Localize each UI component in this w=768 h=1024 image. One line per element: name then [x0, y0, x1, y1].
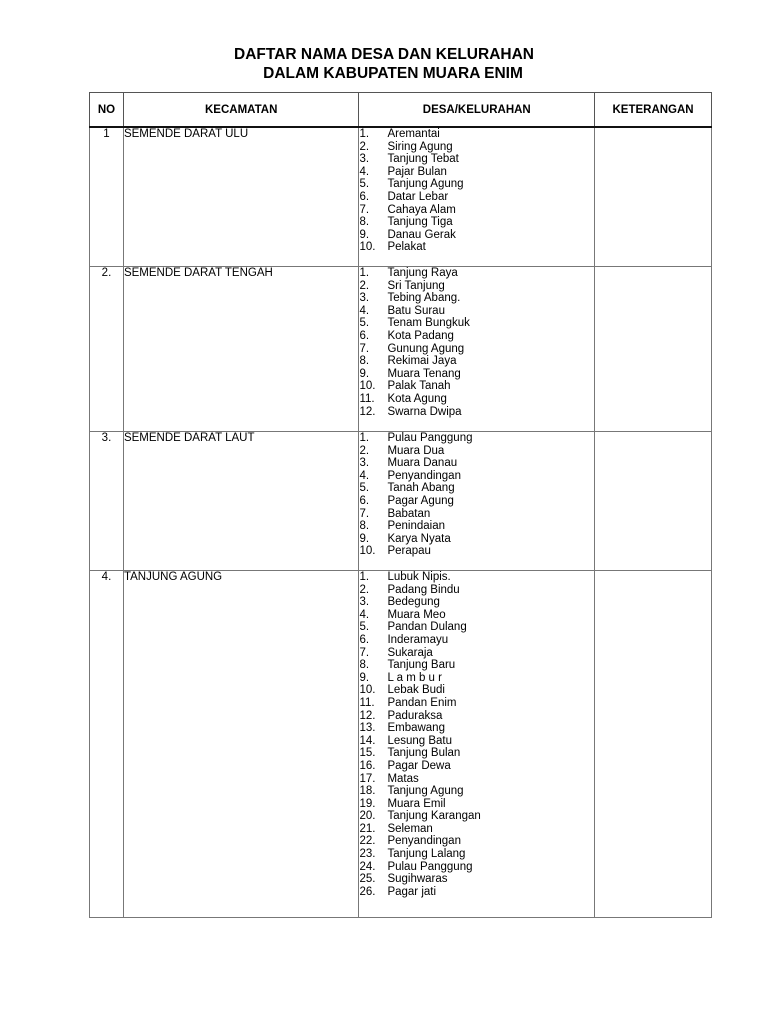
village-name: Pajar Bulan — [387, 165, 447, 178]
list-item — [359, 153, 594, 166]
row-number: 2. — [90, 267, 124, 432]
village-number: 4. — [359, 469, 370, 482]
village-list — [359, 128, 594, 254]
village-name: Pagar jati — [387, 885, 437, 898]
table-row — [90, 432, 712, 571]
village-name: Seleman — [387, 822, 433, 835]
village-name: Siring Agung — [387, 140, 453, 153]
header-desa-kelurahan: DESA/KELURAHAN — [359, 93, 595, 128]
header-no: NO — [90, 93, 124, 128]
list-item — [359, 457, 594, 470]
village-number: 8. — [359, 355, 370, 368]
list-item — [359, 684, 594, 697]
village-number: 7. — [359, 203, 370, 216]
village-name: Pagar Dewa — [387, 759, 451, 772]
keterangan-cell — [595, 127, 712, 267]
village-number: 8. — [359, 216, 370, 229]
list-item — [359, 343, 594, 356]
village-name: Paduraksa — [387, 709, 443, 722]
village-number: 12. — [359, 405, 376, 418]
list-item — [359, 432, 594, 445]
village-name: Lebak Budi — [387, 684, 445, 697]
village-list-cell — [359, 267, 595, 432]
list-item — [359, 596, 594, 609]
village-number: 4. — [359, 304, 370, 317]
village-name: Embawang — [387, 722, 445, 735]
village-number: 7. — [359, 342, 370, 355]
list-item — [359, 760, 594, 773]
list-item — [359, 406, 594, 419]
list-item — [359, 482, 594, 495]
list-item — [359, 697, 594, 710]
village-number: 9. — [359, 671, 370, 684]
village-name: Matas — [387, 772, 419, 785]
list-item — [359, 204, 594, 217]
village-name: Tanjung Raya — [387, 267, 458, 279]
title-line-1: DAFTAR NAMA DESA DAN KELURAHAN — [234, 46, 534, 63]
table-row — [90, 267, 712, 432]
list-item — [359, 659, 594, 672]
list-item — [359, 722, 594, 735]
village-name: Muara Dua — [387, 444, 445, 457]
village-number: 5. — [359, 482, 370, 495]
list-item — [359, 621, 594, 634]
list-item — [359, 166, 594, 179]
village-list — [359, 432, 594, 558]
list-item — [359, 886, 594, 899]
village-name: Penyandingan — [387, 835, 461, 848]
village-name: Sugihwaras — [387, 873, 448, 886]
village-number: 10. — [359, 545, 376, 558]
village-name: Perapau — [387, 545, 431, 558]
village-number: 19. — [359, 797, 376, 810]
village-name: Palak Tanah — [387, 380, 451, 393]
village-number: 13. — [359, 722, 376, 735]
kecamatan-name: SEMENDE DARAT ULU — [123, 127, 359, 267]
village-number: 11. — [359, 696, 375, 709]
list-item — [359, 216, 594, 229]
list-item — [359, 672, 594, 685]
village-list-cell — [359, 127, 595, 267]
village-list — [359, 571, 594, 898]
list-item — [359, 280, 594, 293]
village-table — [89, 92, 712, 918]
village-number: 14. — [359, 734, 376, 747]
village-name: Tanjung Lalang — [387, 848, 466, 861]
village-number: 8. — [359, 659, 370, 672]
village-number: 2. — [359, 444, 370, 457]
village-number: 4. — [359, 608, 370, 621]
row-number: 3. — [90, 432, 124, 571]
list-item — [359, 710, 594, 723]
village-number: 6. — [359, 329, 370, 342]
list-item — [359, 393, 594, 406]
village-name: Batu Surau — [387, 304, 445, 317]
village-number: 5. — [359, 317, 370, 330]
list-item — [359, 634, 594, 647]
village-number: 6. — [359, 633, 370, 646]
village-number: 5. — [359, 621, 370, 634]
list-item — [359, 267, 594, 280]
row-number: 4. — [90, 571, 124, 918]
village-number: 7. — [359, 507, 370, 520]
village-name: Tanjung Karangan — [387, 810, 481, 823]
village-number: 10. — [359, 241, 376, 254]
village-number: 1. — [359, 267, 370, 279]
village-number: 4. — [359, 165, 370, 178]
village-number: 9. — [359, 228, 370, 241]
village-number: 1. — [359, 128, 370, 140]
village-list — [359, 267, 594, 418]
document-title — [0, 45, 768, 83]
village-name: Pandan Enim — [387, 696, 457, 709]
list-item — [359, 785, 594, 798]
village-name: Pandan Dulang — [387, 621, 467, 634]
village-number: 6. — [359, 190, 370, 203]
village-number: 21. — [359, 822, 376, 835]
village-number: 12. — [359, 709, 376, 722]
village-name: Datar Lebar — [387, 190, 449, 203]
list-item — [359, 495, 594, 508]
village-name: Swarna Dwipa — [387, 405, 462, 418]
table-header-row — [90, 93, 712, 128]
village-name: Rekimai Jaya — [387, 355, 457, 368]
village-list-cell — [359, 571, 595, 918]
village-name: Cahaya Alam — [387, 203, 456, 216]
village-number: 10. — [359, 684, 376, 697]
list-item — [359, 141, 594, 154]
village-number: 3. — [359, 457, 370, 470]
list-item — [359, 470, 594, 483]
row-number: 1 — [90, 127, 124, 267]
list-item — [359, 823, 594, 836]
village-name: Sukaraja — [387, 646, 433, 659]
village-number: 5. — [359, 178, 370, 191]
village-name: Tanjung Agung — [387, 785, 464, 798]
list-item — [359, 330, 594, 343]
village-number: 7. — [359, 646, 370, 659]
kecamatan-name: SEMENDE DARAT TENGAH — [123, 267, 359, 432]
village-name: Kota Agung — [387, 392, 447, 405]
list-item — [359, 735, 594, 748]
village-number: 20. — [359, 810, 376, 823]
village-number: 9. — [359, 532, 370, 545]
list-item — [359, 647, 594, 660]
village-list-cell — [359, 432, 595, 571]
village-number: 6. — [359, 494, 370, 507]
village-name: Tanjung Bulan — [387, 747, 461, 760]
village-number: 2. — [359, 140, 370, 153]
village-name: Pulau Panggung — [387, 432, 473, 444]
title-line-2: DALAM KABUPATEN MUARA ENIM — [263, 65, 523, 82]
village-number: 3. — [359, 596, 370, 609]
table-row — [90, 127, 712, 267]
keterangan-cell — [595, 267, 712, 432]
list-item — [359, 229, 594, 242]
list-item — [359, 861, 594, 874]
list-item — [359, 355, 594, 368]
village-name: Danau Gerak — [387, 228, 456, 241]
list-item — [359, 873, 594, 886]
village-name: Karya Nyata — [387, 532, 451, 545]
list-item — [359, 178, 594, 191]
village-number: 18. — [359, 785, 376, 798]
list-item — [359, 317, 594, 330]
header-kecamatan: KECAMATAN — [123, 93, 359, 128]
list-item — [359, 848, 594, 861]
village-name: Tanjung Tiga — [387, 216, 453, 229]
village-number: 17. — [359, 772, 376, 785]
village-number: 11. — [359, 392, 375, 405]
village-number: 1. — [359, 432, 370, 444]
village-name: Bedegung — [387, 596, 440, 609]
list-item — [359, 609, 594, 622]
keterangan-cell — [595, 571, 712, 918]
table-row — [90, 571, 712, 918]
village-name: Pelakat — [387, 241, 426, 254]
kecamatan-name: TANJUNG AGUNG — [123, 571, 359, 918]
list-item — [359, 798, 594, 811]
list-item — [359, 835, 594, 848]
village-name: Tanjung Agung — [387, 178, 464, 191]
village-number: 26. — [359, 885, 376, 898]
list-item — [359, 773, 594, 786]
list-item — [359, 571, 594, 584]
village-number: 22. — [359, 835, 376, 848]
header-keterangan: KETERANGAN — [595, 93, 712, 128]
village-number: 3. — [359, 153, 370, 166]
village-name: Muara Tenang — [387, 367, 461, 380]
village-number: 16. — [359, 759, 376, 772]
village-number: 8. — [359, 520, 370, 533]
village-number: 2. — [359, 279, 370, 292]
kecamatan-name: SEMENDE DARAT LAUT — [123, 432, 359, 571]
village-number: 9. — [359, 367, 370, 380]
village-number: 23. — [359, 848, 376, 861]
village-name: Sri Tanjung — [387, 279, 445, 292]
list-item — [359, 533, 594, 546]
list-item — [359, 584, 594, 597]
village-name: Pulau Panggung — [387, 860, 473, 873]
list-item — [359, 520, 594, 533]
list-item — [359, 380, 594, 393]
village-name: Tanjung Tebat — [387, 153, 459, 166]
village-name: Tebing Abang. — [387, 292, 461, 305]
village-name: L a m b u r — [387, 671, 442, 684]
list-item — [359, 810, 594, 823]
list-item — [359, 508, 594, 521]
village-number: 2. — [359, 583, 370, 596]
list-item — [359, 368, 594, 381]
village-name: Kota Padang — [387, 329, 454, 342]
village-name: Pagar Agung — [387, 494, 454, 507]
list-item — [359, 545, 594, 558]
list-item — [359, 305, 594, 318]
village-name: Lubuk Nipis. — [387, 571, 451, 583]
list-item — [359, 747, 594, 760]
village-name: Tanah Abang — [387, 482, 455, 495]
village-number: 25. — [359, 873, 376, 886]
village-number: 3. — [359, 292, 370, 305]
list-item — [359, 191, 594, 204]
list-item — [359, 445, 594, 458]
village-name: Babatan — [387, 507, 431, 520]
village-name: Lesung Batu — [387, 734, 453, 747]
village-number: 24. — [359, 860, 376, 873]
village-name: Muara Meo — [387, 608, 446, 621]
village-name: Aremantai — [387, 128, 440, 140]
village-number: 10. — [359, 380, 376, 393]
list-item — [359, 241, 594, 254]
village-name: Muara Danau — [387, 457, 458, 470]
village-number: 15. — [359, 747, 376, 760]
village-number: 1. — [359, 571, 370, 583]
village-name: Gunung Agung — [387, 342, 465, 355]
village-name: Tanjung Baru — [387, 659, 456, 672]
list-item — [359, 128, 594, 141]
village-name: Padang Bindu — [387, 583, 460, 596]
village-name: Penindaian — [387, 520, 445, 533]
village-name: Inderamayu — [387, 633, 449, 646]
village-name: Penyandingan — [387, 469, 461, 482]
village-name: Muara Emil — [387, 797, 446, 810]
village-name: Tenam Bungkuk — [387, 317, 470, 330]
keterangan-cell — [595, 432, 712, 571]
list-item — [359, 292, 594, 305]
